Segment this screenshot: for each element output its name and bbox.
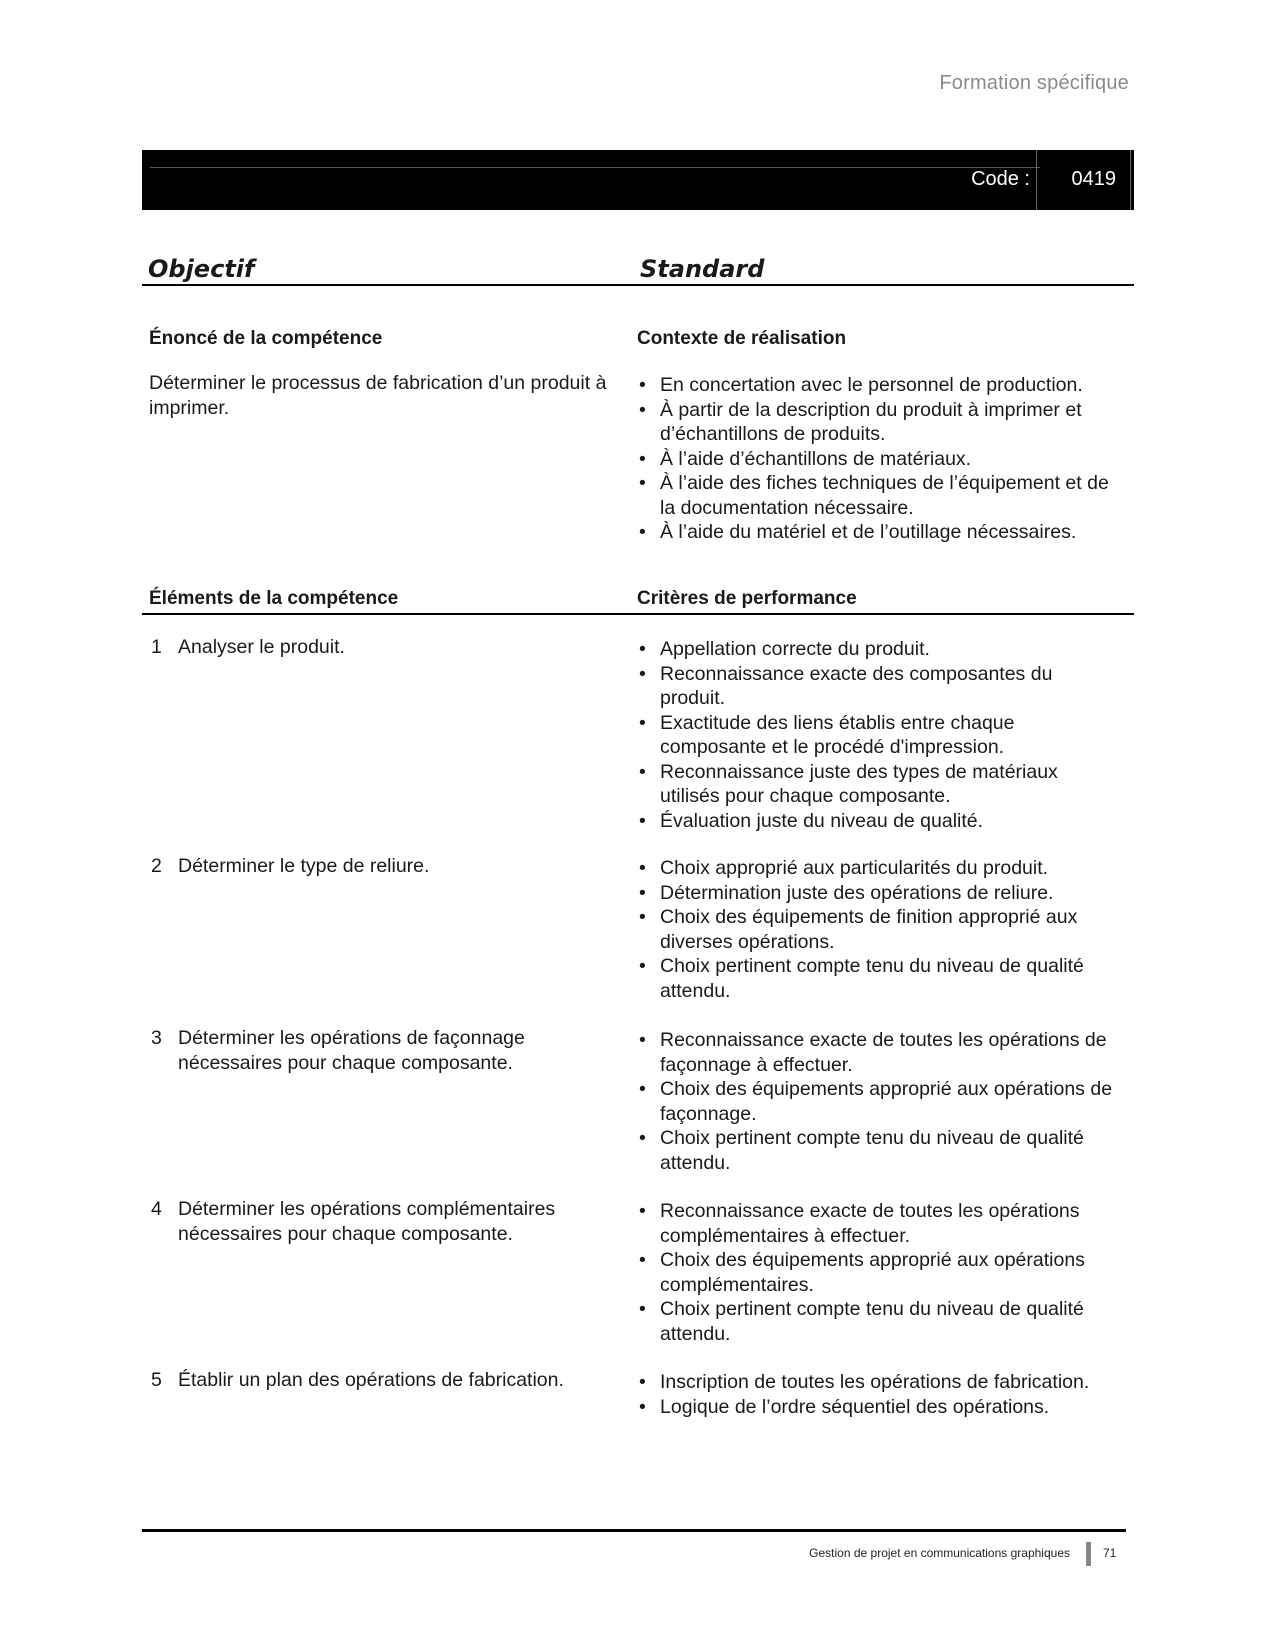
elements-rule: [142, 613, 1134, 615]
contexte-list: [637, 373, 1113, 545]
elements-heading: Éléments de la compétence: [149, 588, 399, 609]
list-item: • Choix pertinent compte tenu du niveau de qualité attendu.: [637, 1126, 1113, 1175]
code-bar-edge: [1130, 150, 1131, 210]
list-item: • Choix approprié aux particularités du produit.: [637, 856, 1113, 881]
element-2: [151, 854, 621, 879]
list-item: • À l’aide d’échantillons de matériaux.: [637, 447, 1113, 472]
list-item: • Reconnaissance juste des types de matériaux utilisés pour chaque composante.: [637, 760, 1113, 809]
element-text: Déterminer les opérations de façonnage nécessaires pour chaque composante.: [178, 1027, 525, 1074]
contexte-heading: Contexte de réalisation: [637, 328, 847, 349]
list-item: • Choix des équipements de finition approprié aux diverses opérations.: [637, 905, 1113, 954]
element-text: Déterminer le type de reliure.: [178, 855, 430, 877]
code-bar: [142, 150, 1134, 210]
element-text: Établir un plan des opérations de fabrication.: [178, 1369, 564, 1391]
criteria-list-2: [637, 856, 1113, 1003]
list-item: • Détermination juste des opérations de reliure.: [637, 881, 1113, 906]
list-item: • Logique de l’ordre séquentiel des opérations.: [637, 1395, 1127, 1420]
criteria-list-3: [637, 1028, 1113, 1175]
element-text: Analyser le produit.: [178, 636, 345, 658]
footer-separator: [1086, 1542, 1091, 1566]
list-item: • Choix pertinent compte tenu du niveau de qualité attendu.: [637, 1297, 1113, 1346]
criteria-list-4: [637, 1199, 1113, 1346]
list-item: • Choix des équipements approprié aux opérations complémentaires.: [637, 1248, 1113, 1297]
list-item: • Reconnaissance exacte de toutes les opérations complémentaires à effectuer.: [637, 1199, 1113, 1248]
list-item: • Choix des équipements approprié aux opérations de façonnage.: [637, 1077, 1113, 1126]
list-item: • Évaluation juste du niveau de qualité.: [637, 809, 1113, 834]
element-number: 5: [151, 1369, 162, 1391]
code-label: Code :: [971, 168, 1030, 190]
element-text: Déterminer les opérations complémentaires nécessaires pour chaque composante.: [178, 1198, 556, 1245]
element-number: 1: [151, 636, 162, 658]
page-number: 71: [1103, 1546, 1117, 1560]
code-bar-line: [150, 167, 1040, 168]
list-item: • Appellation correcte du produit.: [637, 637, 1113, 662]
list-item: • Reconnaissance exacte de toutes les opérations de façonnage à effectuer.: [637, 1028, 1113, 1077]
element-number: 4: [151, 1198, 162, 1220]
list-item: • Exactitude des liens établis entre chaque composante et le procédé d'impression.: [637, 711, 1113, 760]
criteres-heading: Critères de performance: [637, 588, 857, 609]
list-item: • Reconnaissance exacte des composantes du produit.: [637, 662, 1113, 711]
footer-title: Gestion de projet en communications graphiques: [809, 1546, 1070, 1560]
code-value: 0419: [1071, 168, 1116, 190]
standard-title: Standard: [640, 255, 765, 283]
element-4: [151, 1197, 621, 1246]
list-item: • Inscription de toutes les opérations de fabrication.: [637, 1370, 1127, 1395]
list-item: • À partir de la description du produit à imprimer et d’échantillons de produits.: [637, 398, 1113, 447]
element-1: [151, 635, 621, 660]
section-label: Formation spécifique: [939, 72, 1129, 94]
title-rule: [142, 284, 1134, 286]
footer-rule: [142, 1529, 1126, 1532]
list-item: • À l’aide des fiches techniques de l’équipement et de la documentation nécessaire.: [637, 471, 1113, 520]
criteria-list-5: [637, 1370, 1127, 1419]
list-item: • Choix pertinent compte tenu du niveau de qualité attendu.: [637, 954, 1113, 1003]
enonce-heading: Énoncé de la compétence: [149, 328, 383, 349]
list-item: • En concertation avec le personnel de production.: [637, 373, 1113, 398]
list-item: • À l’aide du matériel et de l’outillage nécessaires.: [637, 520, 1113, 545]
element-number: 2: [151, 855, 162, 877]
element-number: 3: [151, 1027, 162, 1049]
enonce-text: Déterminer le processus de fabrication d’un produit à imprimer.: [149, 372, 607, 419]
objectif-title: Objectif: [148, 255, 255, 283]
code-bar-divider: [1036, 150, 1037, 210]
criteria-list-1: [637, 637, 1113, 833]
element-5: [151, 1368, 621, 1393]
element-3: [151, 1026, 621, 1075]
